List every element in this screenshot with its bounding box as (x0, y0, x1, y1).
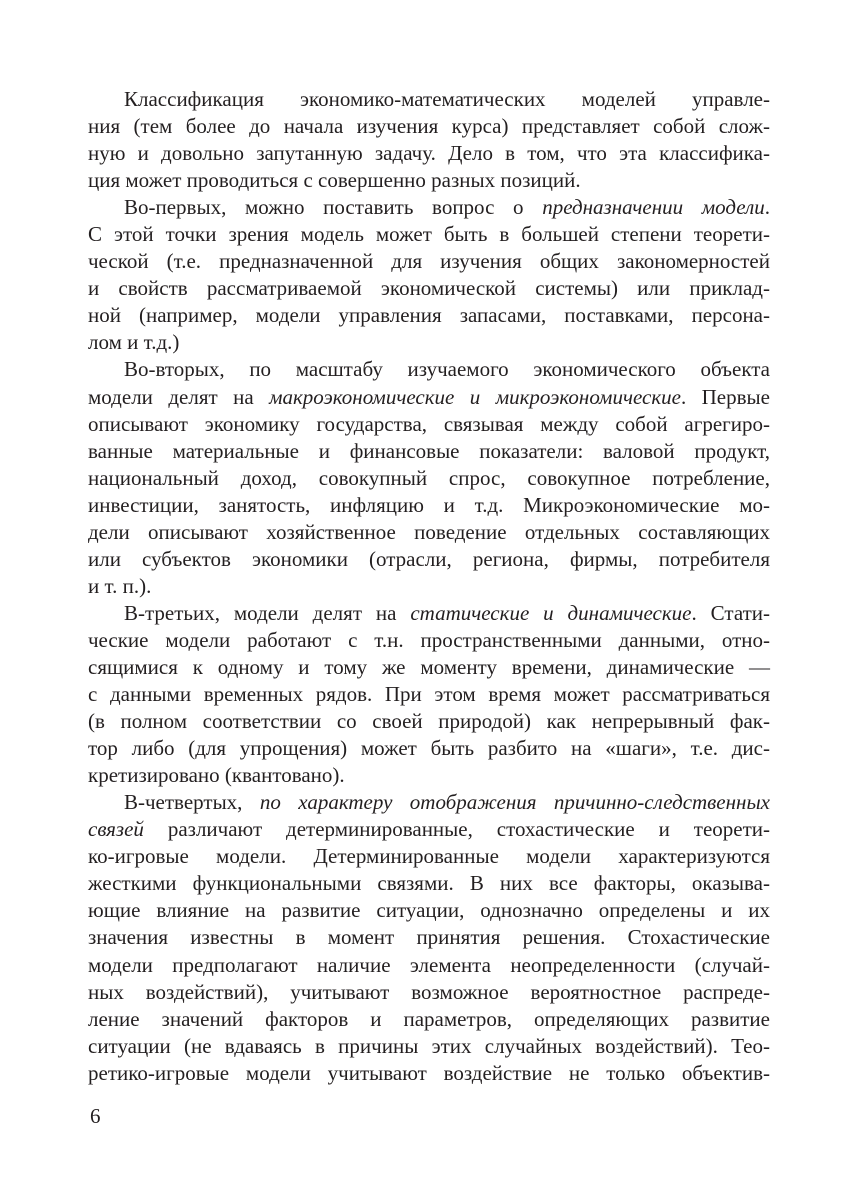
text-line (88, 681, 770, 708)
text-line-content (88, 520, 770, 544)
italic-term: по характеру отображения причинно-следственных (259, 790, 770, 815)
page-number: 6 (90, 1104, 101, 1128)
text-line (88, 1033, 770, 1060)
text-line-content (88, 953, 770, 977)
text-run: ванные материальные и финансовые показатели: валовой продукт, (88, 438, 770, 463)
text-line-content (88, 547, 770, 571)
text-line-content (88, 466, 770, 490)
text-line (88, 627, 770, 654)
text-line (88, 329, 770, 356)
text-line-content (124, 601, 770, 625)
text-line-content (88, 871, 770, 895)
text-line (88, 708, 770, 735)
text-run: ление значений факторов и параметров, определяющих развитие (88, 1006, 770, 1031)
text-line-content (88, 844, 770, 868)
text-run: . (764, 195, 770, 220)
text-run: . Стати- (691, 600, 770, 625)
text-run: ситуации (не вдаваясь в причины этих случайных воздействий). Тео- (88, 1033, 770, 1058)
text-line-content (88, 222, 770, 246)
text-line (88, 492, 770, 519)
text-line (88, 735, 770, 762)
text-run: модели предполагают наличие элемента неопределенности (случай- (88, 952, 770, 977)
text-line-content (88, 114, 770, 138)
text-line-content (88, 385, 770, 409)
text-line (88, 600, 770, 627)
text-line-content (88, 1034, 770, 1058)
text-line-content (88, 817, 770, 841)
text-run: сящимися к одному и тому же моменту времени, динамические — (88, 654, 770, 679)
text-line-content (88, 763, 345, 787)
text-line-content (88, 141, 770, 165)
text-run: различают детерминированные, стохастические и теорети- (143, 817, 770, 842)
text-line (88, 167, 770, 194)
text-run: и свойств рассматриваемой экономической системы) или приклад- (88, 276, 770, 301)
italic-term: статические и динамические (410, 600, 692, 625)
text-line (88, 302, 770, 329)
text-run: национальный доход, совокупный спрос, совокупное потребление, (88, 465, 770, 490)
text-run: ной (например, модели управления запасами, поставками, персона- (88, 303, 770, 328)
text-line (88, 952, 770, 979)
text-line-content (88, 276, 770, 300)
text-run: инвестиции, занятость, инфляцию и т.д. Микроэкономические мо- (88, 492, 770, 517)
text-run: ных воздействий), учитывают возможное вероятностное распреде- (88, 979, 770, 1004)
text-line-content (88, 709, 770, 733)
italic-term: предназначении модели (542, 195, 765, 220)
text-line-content (124, 195, 770, 219)
page-body-text (88, 86, 770, 1087)
text-line (88, 1006, 770, 1033)
text-line-content (88, 168, 581, 192)
text-line (88, 1060, 770, 1087)
text-line-content (88, 574, 151, 598)
text-run: ющие влияние на развитие ситуации, однозначно определены и их (88, 898, 770, 923)
text-run: ческой (т.е. предназначенной для изучения общих закономерностей (88, 249, 770, 274)
text-line-content (88, 303, 770, 327)
text-run: кретизировано (квантовано). (88, 763, 345, 788)
text-run: ную и довольно запутанную задачу. Дело в том, что эта классифика- (88, 141, 770, 166)
text-line (88, 465, 770, 492)
text-line-content (88, 628, 770, 652)
text-run: жесткими функциональными связями. В них все факторы, оказыва- (88, 871, 770, 896)
text-line-content (124, 87, 770, 111)
text-run: Классификация экономико-математических моделей управле- (124, 87, 770, 111)
text-line (88, 789, 770, 816)
text-line-content (88, 493, 770, 517)
text-run: лом и т.д.) (88, 330, 180, 355)
text-line (88, 438, 770, 465)
text-line (88, 816, 770, 843)
text-line (88, 411, 770, 438)
text-line (88, 924, 770, 951)
text-line-content (88, 736, 770, 760)
text-run: ция может проводиться с совершенно разных позиций. (88, 168, 581, 193)
text-line (88, 762, 770, 789)
italic-term: связей (88, 817, 144, 842)
text-run: дели описывают хозяйственное поведение отдельных составляющих (88, 519, 770, 544)
text-line (88, 870, 770, 897)
text-run: с данными временных рядов. При этом время может рассматриваться (88, 682, 770, 707)
text-run: ния (тем более до начала изучения курса) представляет собой слож- (88, 114, 770, 139)
text-line-content (88, 925, 770, 949)
text-line (88, 897, 770, 924)
text-line (88, 221, 770, 248)
text-line-content (88, 330, 179, 354)
text-run: . Первые (680, 384, 770, 409)
text-run: описывают экономику государства, связывая между собой агрегиро- (88, 411, 770, 436)
text-line-content (124, 357, 770, 381)
text-line-content (124, 790, 770, 814)
text-line (88, 275, 770, 302)
text-line (88, 140, 770, 167)
text-line (88, 194, 770, 221)
text-line-content (88, 1061, 770, 1085)
text-line (88, 979, 770, 1006)
text-run: значения известны в момент принятия решения. Стохастические (88, 925, 770, 950)
text-run: ретико-игровые модели учитывают воздействие не только объектив- (88, 1060, 770, 1085)
text-line (88, 248, 770, 275)
text-line (88, 86, 770, 113)
text-line (88, 356, 770, 383)
text-line (88, 654, 770, 681)
italic-term: макроэкономические и микроэкономические (269, 384, 681, 409)
text-run: В-четвертых, (124, 790, 260, 815)
text-line-content (88, 1007, 770, 1031)
text-line (88, 113, 770, 140)
text-run: тор либо (для упрощения) может быть разбито на «шаги», т.е. дис- (88, 736, 770, 761)
text-run: ческие модели работают с т.н. пространственными данными, отно- (88, 627, 770, 652)
text-run: (в полном соответствии со своей природой) как непрерывный фак- (88, 709, 770, 734)
text-line (88, 843, 770, 870)
text-line (88, 546, 770, 573)
text-line-content (88, 980, 770, 1004)
text-line-content (88, 439, 770, 463)
text-line-content (88, 412, 770, 436)
text-run: Во-вторых, по масштабу изучаемого экономического объекта (124, 357, 770, 382)
text-line-content (88, 249, 770, 273)
text-run: С этой точки зрения модель может быть в большей степени теорети- (88, 222, 770, 247)
text-line-content (88, 898, 770, 922)
text-line (88, 573, 770, 600)
text-line-content (88, 682, 770, 706)
text-line (88, 384, 770, 411)
text-run: ко-игровые модели. Детерминированные модели характеризуются (88, 844, 770, 869)
text-run: Во-первых, можно поставить вопрос о (124, 195, 543, 220)
text-line (88, 519, 770, 546)
text-run: или субъектов экономики (отрасли, региона, фирмы, потребителя (88, 546, 770, 571)
text-line-content (88, 655, 770, 679)
text-run: В-третьих, модели делят на (124, 600, 411, 625)
text-run: модели делят на (88, 384, 270, 409)
text-run: и т. п.). (88, 573, 152, 598)
